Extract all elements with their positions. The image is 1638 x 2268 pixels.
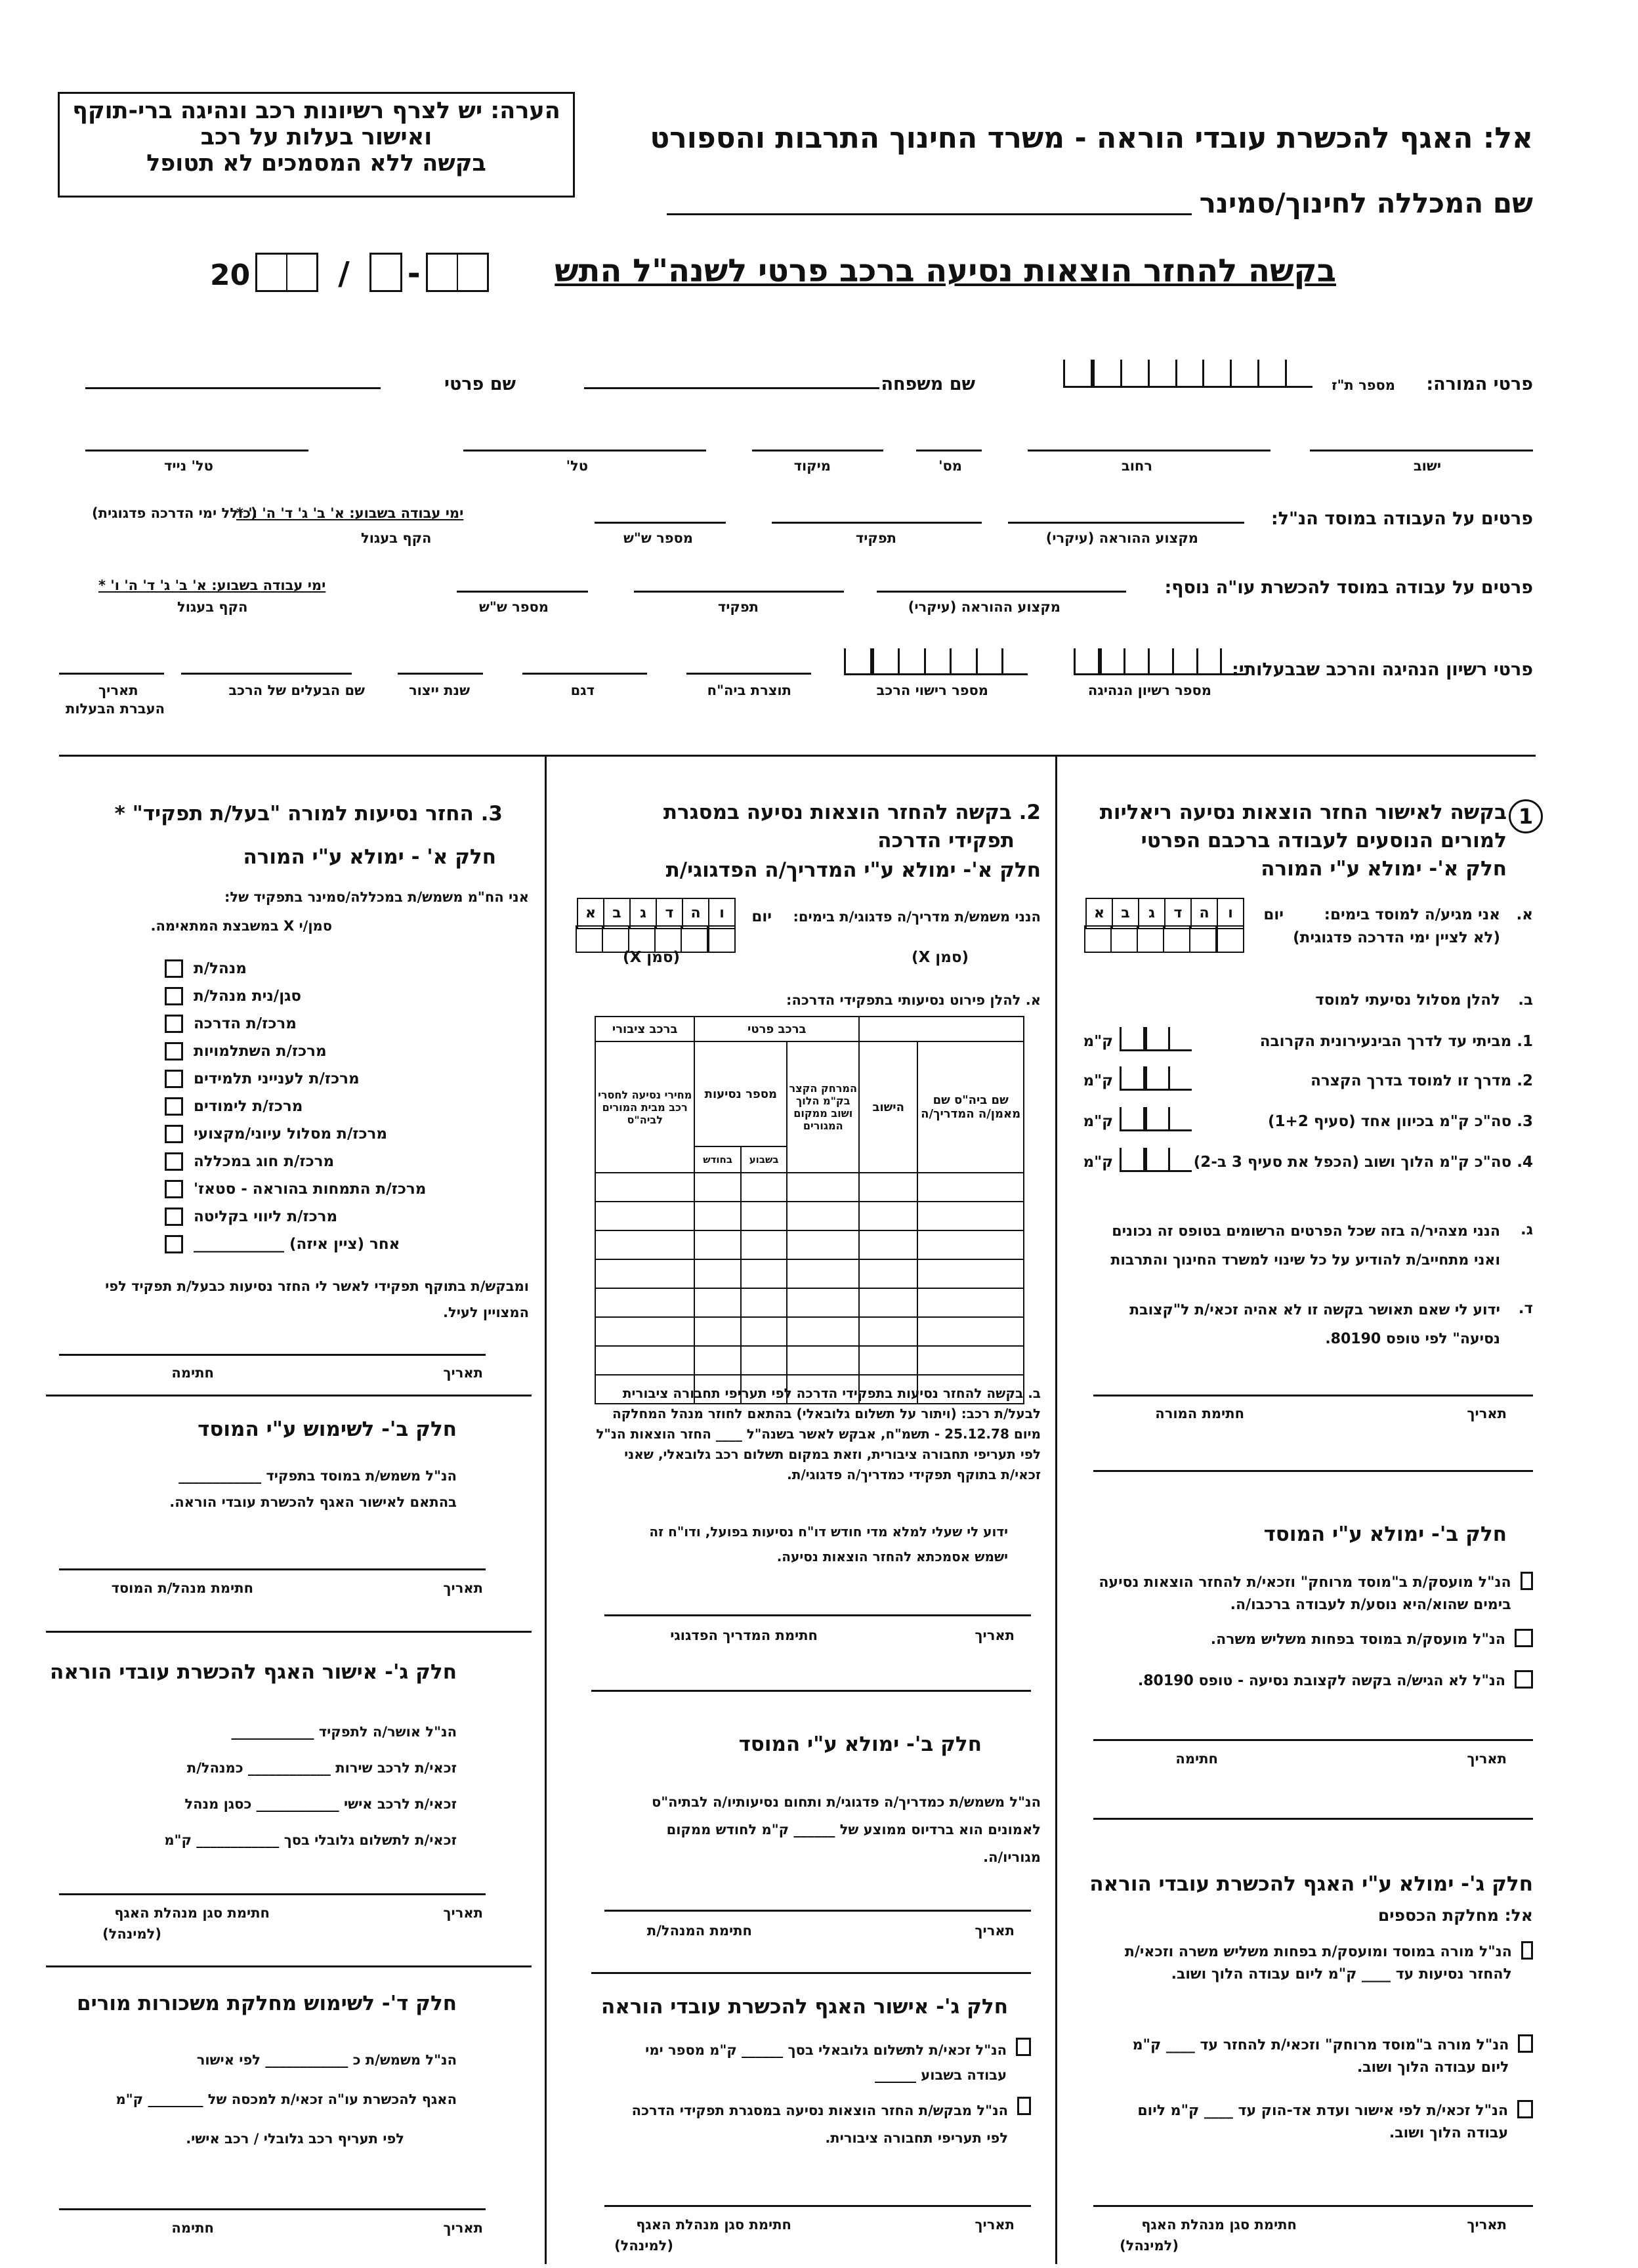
col1-day-grid[interactable] bbox=[1087, 898, 1244, 929]
role-label: אחר (ציין איזה) ____________ bbox=[194, 1236, 400, 1253]
role-item[interactable] bbox=[165, 955, 493, 982]
col3-date: תאריך bbox=[443, 1905, 483, 1921]
id-boxes[interactable] bbox=[1063, 360, 1312, 388]
col3-b-line2: בהתאם לאישור האגף להכשרת עובדי הוראה. bbox=[169, 1494, 457, 1510]
table-row[interactable] bbox=[595, 1173, 1024, 1202]
col3-date: תאריך bbox=[443, 1580, 483, 1596]
model-field[interactable] bbox=[522, 673, 647, 675]
role-item[interactable] bbox=[165, 1065, 493, 1093]
col1-for-director: (למינהל) bbox=[1120, 2238, 1179, 2254]
driver-license-boxes[interactable] bbox=[1074, 648, 1244, 675]
date-sig-line[interactable] bbox=[59, 1893, 486, 1895]
col2-day-label: יום bbox=[751, 908, 772, 925]
college-label: שם המכללה לחינוך/סמינר bbox=[1199, 187, 1533, 219]
role-label: מרכז/ת מסלול עיוני/מקצועי bbox=[194, 1125, 388, 1143]
col2-b-body: הנ"ל משמש/ת כמדריך/ה פדגוגי/ת ותחום נסיעותיו/ה לבתיה"ס לאמונים הוא ברדיוס ממוצע של ______ ק"מ לחודש ממקום מגוריו/ה. bbox=[651, 1794, 1041, 1865]
col1-c-letter: ג. bbox=[1520, 1221, 1533, 1238]
route-num: 1. bbox=[1517, 1033, 1533, 1050]
col2-title-line: תפקידי הדרכה bbox=[877, 829, 1015, 852]
table-header-private: ברכב פרטי bbox=[694, 1017, 859, 1041]
role-item[interactable] bbox=[165, 1093, 493, 1120]
role-item[interactable] bbox=[165, 1175, 493, 1203]
number-label: מס' bbox=[938, 458, 962, 474]
check-text: הנ"ל מועסק/ת ב"מוסד מרוחק" וזכאי/ת להחזר הוצאות נסיעה בימים שהוא/היא נוסע/ת לעבודה ברכבו/ה. bbox=[1099, 1574, 1511, 1613]
form-title bbox=[555, 253, 1336, 289]
date-sig-line[interactable] bbox=[59, 1354, 486, 1356]
section-rule bbox=[46, 1395, 532, 1396]
day-cell[interactable]: ג bbox=[1138, 898, 1166, 929]
col2-date: תאריך bbox=[975, 2217, 1015, 2233]
col3-c-line: זכאי/ת לתשלום גלובלי בסך ____________ ק"מ bbox=[164, 1832, 457, 1848]
col2-guide-sig: חתימת המדריך הפדגוגי bbox=[670, 1628, 818, 1643]
section-divider bbox=[59, 755, 1536, 757]
work2-hours-label: מספר ש"ש bbox=[478, 599, 549, 615]
teacher-section-label: פרטי המורה: bbox=[1426, 374, 1533, 394]
role-item[interactable] bbox=[165, 1120, 493, 1148]
km-box[interactable] bbox=[1120, 1027, 1192, 1051]
phone-field[interactable] bbox=[463, 450, 706, 452]
col3-b-line1: הנ"ל משמש/ת במוסד בתפקיד ____________ bbox=[178, 1468, 457, 1484]
day-cell[interactable]: ה bbox=[1190, 898, 1218, 929]
work1-subject-field[interactable] bbox=[1008, 522, 1244, 524]
km-unit: ק"מ bbox=[1083, 1154, 1113, 1171]
role-item[interactable] bbox=[165, 1038, 493, 1065]
day-cell[interactable]: ו bbox=[708, 898, 736, 929]
col1-d-letter: ד. bbox=[1518, 1300, 1533, 1317]
col3-c-line: הנ"ל אושר/ה לתפקיד ____________ bbox=[231, 1724, 457, 1740]
work1-days[interactable]: ימי עבודה בשבוע: א' ב' ג' ד' ה' ו' * bbox=[236, 505, 464, 521]
checkbox[interactable] bbox=[165, 1042, 183, 1060]
check-text: הנ"ל מועסק/ת במוסד בפחות משליש משרה. bbox=[1210, 1631, 1505, 1648]
check-row[interactable] bbox=[624, 2038, 1031, 2088]
col1-number: 1 bbox=[1509, 799, 1543, 833]
col3-d-line: הנ"ל משמש/ת כ ____________ לפי אישור bbox=[196, 2052, 457, 2068]
check-row[interactable] bbox=[1087, 1629, 1533, 1651]
work1-scope-label: הקף בעגול bbox=[361, 530, 432, 546]
role-item[interactable] bbox=[165, 1148, 493, 1175]
route-row bbox=[1268, 1109, 1533, 1134]
work1-hours-field[interactable] bbox=[595, 522, 726, 524]
km-unit: ק"מ bbox=[1083, 1113, 1113, 1130]
checkbox[interactable] bbox=[165, 1070, 183, 1088]
transfer-date-field[interactable] bbox=[59, 673, 164, 675]
col2-director-sig: חתימת המנהל/ת bbox=[646, 1923, 752, 1939]
col3-partC: חלק ג'- אישור האגף להכשרת עובדי הוראה bbox=[50, 1660, 457, 1684]
col1-a-letter: א. bbox=[1516, 906, 1533, 923]
km-unit: ק"מ bbox=[1083, 1033, 1113, 1050]
role-label: מרכז/ת לימודים bbox=[194, 1098, 303, 1115]
day-cell[interactable]: ה bbox=[682, 898, 709, 929]
col3-signature: חתימה bbox=[171, 2220, 214, 2236]
route-row bbox=[1192, 1150, 1533, 1175]
recipient-line: אל: האגף להכשרת עובדי הוראה - משרד החינוך התרבות והספורט bbox=[650, 121, 1533, 155]
col3-c-line: זכאי/ת לרכב שירות ____________ כמנהל/ת bbox=[186, 1760, 457, 1776]
street-label: רחוב bbox=[1121, 458, 1152, 474]
year-prefix: 20 bbox=[210, 259, 251, 292]
column-divider bbox=[1055, 755, 1057, 2264]
table-row[interactable] bbox=[595, 1230, 1024, 1259]
work2-hours-field[interactable] bbox=[457, 591, 588, 593]
route-text: מביתי עד לדרך הבינעירונית הקרובה bbox=[1259, 1033, 1512, 1050]
col1-date: תאריך bbox=[1467, 2217, 1507, 2233]
col2-note: ידוע לי שעלי למלא מדי חודש דו"ח נסיעות בפועל, ודו"ח זה ישמש אסמכתא להחזר הוצאות נסיעה. bbox=[649, 1524, 1008, 1564]
table-header-weekly: בשבוע bbox=[741, 1146, 787, 1173]
checkbox[interactable] bbox=[1017, 2097, 1031, 2115]
role-label: מרכז/ת הדרכה bbox=[194, 1015, 297, 1032]
col1-teacher-sig: חתימת המורה bbox=[1155, 1406, 1244, 1421]
checkbox[interactable] bbox=[1515, 1670, 1533, 1689]
checkbox[interactable] bbox=[165, 1208, 183, 1226]
col2-detail-heading: א. להלן פירוט נסיעותי בתפקידי הדרכה: bbox=[786, 992, 1041, 1008]
day-cell[interactable]: א bbox=[577, 898, 604, 929]
col1-title: למורים הנוסעים לעבודה ברכבם הפרטי bbox=[1141, 829, 1507, 852]
day-cell[interactable]: ג bbox=[629, 898, 657, 929]
role-label: מרכז/ת חוג במכללה bbox=[194, 1153, 335, 1170]
col2-partC: חלק ג'- אישור האגף להכשרת עובדי הוראה bbox=[601, 1995, 1008, 2019]
role-item[interactable] bbox=[165, 1230, 493, 1258]
section-rule bbox=[591, 1690, 1031, 1692]
route-num: 4. bbox=[1517, 1154, 1533, 1171]
col1-partC: חלק ג'- ימולא ע"י האגף להכשרת עובדי הוראה bbox=[1089, 1872, 1533, 1896]
work1-hours-label: מספר ש"ש bbox=[623, 530, 693, 546]
year-dash: - bbox=[407, 255, 421, 292]
day-cell[interactable]: ו bbox=[1217, 898, 1244, 929]
transfer-date-label: תאריך bbox=[98, 682, 138, 698]
col1-partA: חלק א'- ימולא ע"י המורה bbox=[1261, 857, 1507, 881]
work1-role-label: תפקיד bbox=[855, 530, 896, 546]
table-row[interactable] bbox=[595, 1288, 1024, 1317]
col2-title-line: בקשה להחזר הוצאות נסיעה במסגרת bbox=[663, 801, 1012, 824]
km-box[interactable] bbox=[1120, 1066, 1192, 1091]
make-field[interactable] bbox=[686, 673, 811, 675]
col3-partB: חלק ב'- לשימוש ע"י המוסד bbox=[198, 1418, 457, 1441]
date-sig-line[interactable] bbox=[604, 1910, 1031, 1912]
work1-subject-label: מקצוע ההוראה (עיקרי) bbox=[1045, 530, 1198, 546]
table-row[interactable] bbox=[595, 1259, 1024, 1288]
day-cell[interactable]: ב bbox=[1112, 898, 1139, 929]
day-cell[interactable]: ד bbox=[656, 898, 683, 929]
route-text: מדרך זו למוסד בדרך הקצרה bbox=[1311, 1072, 1512, 1089]
col3-signature: חתימה bbox=[171, 1365, 214, 1381]
table-header-trips: מספר נסיעות bbox=[694, 1041, 787, 1146]
date-sig-line[interactable] bbox=[1093, 1395, 1533, 1396]
col1-x-mark: (סמן X) bbox=[912, 949, 969, 966]
col3-date: תאריך bbox=[443, 1365, 483, 1381]
work2-days[interactable]: ימי עבודה בשבוע: א' ב' ג' ד' ה' ו' * bbox=[98, 578, 326, 593]
last-name-field[interactable] bbox=[584, 387, 879, 389]
col2-title bbox=[663, 801, 1041, 824]
col3-mark: סמן/י X במשבצת המתאימה. bbox=[150, 918, 332, 934]
col1-day-grid-empty[interactable] bbox=[1085, 925, 1244, 953]
col3-partA: חלק א' - ימולא ע"י המורה bbox=[243, 845, 496, 869]
table-header-school: שם ביה"ס שם מאמן/ה המדריך/ה bbox=[917, 1041, 1024, 1173]
check-text: הנ"ל מורה במוסד ומועסק/ת בפחות משליש משרה וזכאי/ת להחזר נסיעות עד ____ ק"מ ליום עבודה הלוך ושוב. bbox=[1124, 1944, 1512, 1983]
checkbox[interactable] bbox=[165, 959, 183, 978]
date-sig-line[interactable] bbox=[1093, 2205, 1533, 2207]
work2-subject-label: מקצוע ההוראה (עיקרי) bbox=[908, 599, 1060, 615]
role-list bbox=[165, 955, 493, 1258]
col2-partA: חלק א'- ימולא ע"י המדריך/ה הפדגוגי/ת bbox=[665, 858, 1041, 882]
col1-c-text: הנני מצהיר/ה בזה שכל הפרטים הרשומים בטופס זה נכונים ואני מתחייב/ת להודיע על כל שינוי למשרד החינוך והתרבות bbox=[1110, 1223, 1500, 1269]
work2-scope-label: הקף בעגול bbox=[177, 599, 248, 615]
role-label: מרכז/ת התמחות בהוראה - סטאז' bbox=[194, 1181, 427, 1198]
check-row[interactable] bbox=[1087, 1670, 1533, 1692]
date-sig-line[interactable] bbox=[59, 1568, 486, 1570]
year-label: שנת ייצור bbox=[408, 682, 470, 698]
check-text: הנ"ל מבקש/ת החזר הוצאות נסיעה במסגרת תפקידי הדרכה לפי תעריפי תחבורה ציבורית. bbox=[631, 2103, 1009, 2146]
year-fields[interactable] bbox=[210, 253, 489, 292]
owner-field[interactable] bbox=[181, 673, 352, 675]
checkbox[interactable] bbox=[165, 1015, 183, 1033]
owner-label: שם הבעלים של הרכב bbox=[228, 682, 365, 698]
role-label: מרכז/ת לענייני תלמידים bbox=[194, 1070, 360, 1087]
col1-c-to: אל: מחלקת הכספים bbox=[1377, 1906, 1533, 1925]
col1-b-letter: ב. bbox=[1518, 992, 1533, 1009]
check-row[interactable] bbox=[1106, 1941, 1533, 1986]
check-row[interactable] bbox=[1106, 2100, 1533, 2145]
route-text: סה"כ ק"מ הלוך ושוב (הכפל את סעיף 3 ב-2) bbox=[1193, 1154, 1512, 1171]
work2-role-label: תפקיד bbox=[717, 599, 759, 615]
year-field[interactable] bbox=[398, 673, 483, 675]
mobile-label: טל' נייד bbox=[164, 458, 213, 474]
route-row bbox=[1260, 1029, 1533, 1054]
work2-label: פרטים על עבודה במוסד להכשרת עו"ה נוסף: bbox=[1164, 578, 1533, 598]
form-title-text: בקשה להחזר הוצאות נסיעה ברכב פרטי לשנה"ל התש bbox=[555, 253, 1336, 289]
col2-b-text: ב. בקשה להחזר נסיעות בתפקידי הדרכה לפי תעריפי תחבורה ציבורית לבעל/ת רכב: (ויתור על תשלום גלובאלי) בהתאם לחוזר מנהל המחלקה מיום 25.12.78 - תשמ"ח, אבקש לאשר בשנה"ל ____ החזר הוצאות הנ"ל לפי תעריפי תחבורה ציבורית, וזאת במקום תשלום רכב גלובאלי, שאני זכאי/ת בתוקף תפקידי כמדריך/ה פדגוגי/ת. bbox=[596, 1385, 1041, 1482]
col1-partB: חלק ב'- ימולא ע"י המוסד bbox=[1263, 1522, 1507, 1546]
check-text: הנ"ל לא הגיש/ה בקשה לקצובת נסיעה - טופס 80190. bbox=[1137, 1673, 1505, 1689]
checkbox[interactable] bbox=[1521, 1572, 1533, 1590]
street-field[interactable] bbox=[1028, 450, 1270, 452]
first-name-field[interactable] bbox=[85, 387, 381, 389]
date-sig-line[interactable] bbox=[604, 1614, 1031, 1616]
role-label: סגן/נית מנהל/ת bbox=[194, 988, 302, 1005]
route-num: 2. bbox=[1517, 1072, 1533, 1089]
work1-role-field[interactable] bbox=[772, 522, 982, 524]
table-header-school-group bbox=[859, 1017, 1024, 1041]
route-num: 3. bbox=[1517, 1113, 1533, 1130]
col3-partD: חלק ד'- לשימוש מחלקת משכורות מורים bbox=[77, 1992, 457, 2015]
work1-days-note: (כולל ימי הדרכה פדגוגית) bbox=[92, 505, 257, 521]
checkbox[interactable] bbox=[1517, 2100, 1533, 2118]
col1-a-text: אני מגיע/ה למוסד בימים: bbox=[1324, 906, 1500, 923]
check-row[interactable] bbox=[1106, 2034, 1533, 2079]
col1-b-text: להלן מסלול נסיעתי למוסד bbox=[1315, 992, 1500, 1009]
col2-deputy-sig: חתימת סגן מנהלת האגף bbox=[636, 2217, 791, 2233]
id-label: מספר ת"ז bbox=[1332, 377, 1395, 393]
col2-a-text: הנני משמש/ת מדריך/ה פדגוגי/ת בימים: bbox=[793, 909, 1041, 925]
checkbox[interactable] bbox=[165, 1235, 183, 1253]
note-line: ואישור בעלות על רכב bbox=[200, 124, 432, 150]
role-item[interactable] bbox=[165, 1010, 493, 1038]
day-cell[interactable]: ד bbox=[1164, 898, 1192, 929]
checkbox[interactable] bbox=[1518, 2034, 1533, 2053]
year-slash: / bbox=[338, 255, 350, 292]
col1-a-note: (לא לציין ימי הדרכה פדגוגית) bbox=[1293, 929, 1500, 946]
col3-d-line: האגף להכשרת עו"ה זכאי/ת למכסה של ________ ק"מ bbox=[116, 2091, 457, 2107]
km-box[interactable] bbox=[1120, 1148, 1192, 1172]
mobile-field[interactable] bbox=[85, 450, 308, 452]
role-label: מרכז/ת ליווי בקליטה bbox=[194, 1208, 338, 1225]
col3-for-director: (למינהל) bbox=[102, 1926, 161, 1942]
col1-day-label: יום bbox=[1263, 906, 1284, 923]
work1-label: פרטים על העבודה במוסד הנ"ל: bbox=[1270, 509, 1533, 529]
phone-label: טל' bbox=[566, 458, 588, 474]
checkbox[interactable] bbox=[165, 987, 183, 1005]
table-row[interactable] bbox=[595, 1202, 1024, 1230]
transfer-date-label2: העברת הבעלות bbox=[66, 701, 165, 717]
checkbox[interactable] bbox=[165, 1152, 183, 1171]
col1-title: בקשה לאישור החזר הוצאות נסיעה ריאליות bbox=[1099, 801, 1507, 824]
col2-x-mark: (סמן X) bbox=[623, 949, 680, 966]
check-row[interactable] bbox=[1087, 1572, 1533, 1616]
col1-signature: חתימה bbox=[1175, 1751, 1218, 1767]
section-rule bbox=[46, 1965, 532, 1967]
note-line: בקשה ללא המסמכים לא תטופל bbox=[146, 150, 486, 177]
checkbox[interactable] bbox=[165, 1180, 183, 1198]
col3-request: ומבקש/ת בתוקף תפקידי לאשר לי החזר נסיעות כבעל/ת תפקיד לפי המצויין לעיל. bbox=[105, 1278, 529, 1320]
day-cell[interactable]: ב bbox=[603, 898, 631, 929]
role-item[interactable] bbox=[165, 982, 493, 1010]
checkbox[interactable] bbox=[165, 1125, 183, 1143]
checkbox[interactable] bbox=[165, 1097, 183, 1116]
col3-c-line: זכאי/ת לרכב אישי ____________ כסגן מנהל bbox=[184, 1796, 457, 1812]
date-sig-line[interactable] bbox=[604, 2205, 1031, 2207]
section-rule bbox=[591, 1972, 1031, 1974]
checkbox[interactable] bbox=[1515, 1629, 1533, 1647]
col3-intro: אני הח"מ משמש/ת במכללה/סמינר בתפקיד של: bbox=[224, 889, 529, 905]
make-label: תוצרת ביה"ח bbox=[707, 682, 791, 698]
column-divider bbox=[545, 755, 547, 2264]
license-label: פרטי רשיון הנהיגה והרכב שבבעלותי: bbox=[1231, 660, 1533, 680]
check-text: הנ"ל זכאי/ת לפי אישור ועדת אד-הוק עד ____ ק"מ ליום עבודה הלוך ושוב. bbox=[1137, 2103, 1509, 2141]
col2-date: תאריך bbox=[975, 1628, 1015, 1643]
role-item[interactable] bbox=[165, 1203, 493, 1230]
driver-license-label: מספר רשיון הנהיגה bbox=[1087, 682, 1211, 698]
km-unit: ק"מ bbox=[1083, 1072, 1113, 1089]
college-field[interactable] bbox=[667, 213, 1192, 215]
km-box[interactable] bbox=[1120, 1107, 1192, 1131]
col2-partB: חלק ב'- ימולא ע"י המוסד bbox=[738, 1732, 982, 1756]
date-sig-line[interactable] bbox=[59, 2208, 486, 2210]
zip-label: מיקוד bbox=[793, 458, 831, 474]
col3-title-text: החזר נסיעות למורה "בעל/ת תפקיד" * bbox=[114, 802, 474, 826]
table-header-public: ברכב ציבורי bbox=[595, 1017, 694, 1041]
first-name-label: שם פרטי bbox=[444, 374, 516, 394]
number-field[interactable] bbox=[916, 450, 982, 452]
col2-date: תאריך bbox=[975, 1923, 1015, 1939]
work2-role-field[interactable] bbox=[634, 591, 844, 593]
car-license-label: מספר רישוי הרכב bbox=[876, 682, 988, 698]
table-row[interactable] bbox=[595, 1317, 1024, 1346]
table-header-monthly: בחודש bbox=[694, 1146, 740, 1173]
section-rule bbox=[46, 1631, 532, 1633]
role-label: מרכז/ת השתלמויות bbox=[194, 1043, 327, 1060]
work2-subject-field[interactable] bbox=[877, 591, 1126, 593]
col2-for-director: (למינהל) bbox=[614, 2238, 673, 2254]
zip-field[interactable] bbox=[752, 450, 883, 452]
col3-date: תאריך bbox=[443, 2220, 483, 2236]
col3-title bbox=[115, 802, 503, 826]
table-header-fares: מחירי נסיעה לחסרי רכב מבית המורים לביה"ס bbox=[595, 1041, 694, 1173]
route-row bbox=[1311, 1068, 1533, 1093]
col3-number: 3. bbox=[480, 802, 503, 826]
table-row[interactable] bbox=[595, 1346, 1024, 1375]
trips-table[interactable] bbox=[595, 1016, 1024, 1404]
col2-day-grid[interactable] bbox=[578, 898, 736, 929]
last-name-label: שם משפחה bbox=[881, 374, 975, 394]
note-line: הערה: יש לצרף רשיונות רכב ונהיגה ברי-תוקף bbox=[72, 98, 560, 124]
checkbox[interactable] bbox=[1521, 1941, 1533, 1960]
col3-deputy-sig: חתימת סגן מנהלת האגף bbox=[114, 1905, 270, 1921]
section-rule bbox=[1093, 1470, 1533, 1472]
route-text: סה"כ ק"מ בכיוון אחד (סעיף 1+2) bbox=[1268, 1113, 1512, 1130]
settlement-field[interactable] bbox=[1310, 450, 1533, 452]
col3-inst-sig: חתימת מנהל/ת המוסד bbox=[111, 1580, 253, 1596]
check-row[interactable] bbox=[624, 2097, 1031, 2152]
col1-deputy-sig: חתימת סגן מנהלת האגף bbox=[1141, 2217, 1297, 2233]
date-sig-line[interactable] bbox=[1093, 1739, 1533, 1741]
model-label: דגם bbox=[570, 682, 595, 698]
col1-d-text: ידוע לי שאם תאושר בקשה זו לא אהיה זכאי/ת ל"קצובת נסיעה" לפי טופס 80190. bbox=[1129, 1302, 1500, 1347]
day-cell[interactable]: א bbox=[1085, 898, 1113, 929]
col1-date: תאריך bbox=[1467, 1751, 1507, 1767]
check-text: הנ"ל זכאי/ת לתשלום גלובאלי בסך ______ ק"מ מספר ימי עבודה בשבוע ______ bbox=[645, 2042, 1007, 2083]
table-header-distance: המרחק הקצר בק"מ הלוך ושוב ממקום המגורים bbox=[787, 1041, 859, 1173]
col3-d-line: לפי תעריף רכב גלובלי / רכב אישי. bbox=[186, 2131, 404, 2147]
check-text: הנ"ל מורה ב"מוסד מרוחק" וזכאי/ת להחזר עד ____ ק"מ ליום עבודה הלוך ושוב. bbox=[1132, 2037, 1509, 2076]
checkbox[interactable] bbox=[1016, 2038, 1031, 2056]
note-box bbox=[58, 92, 575, 198]
section-rule bbox=[1093, 1818, 1533, 1820]
car-license-boxes[interactable] bbox=[844, 648, 1028, 675]
role-label: מנהל/ת bbox=[194, 960, 247, 977]
settlement-label: ישוב bbox=[1413, 458, 1441, 474]
col1-date: תאריך bbox=[1467, 1406, 1507, 1421]
table-header-town: הישוב bbox=[859, 1041, 917, 1173]
col2-number: 2. bbox=[1018, 801, 1041, 824]
